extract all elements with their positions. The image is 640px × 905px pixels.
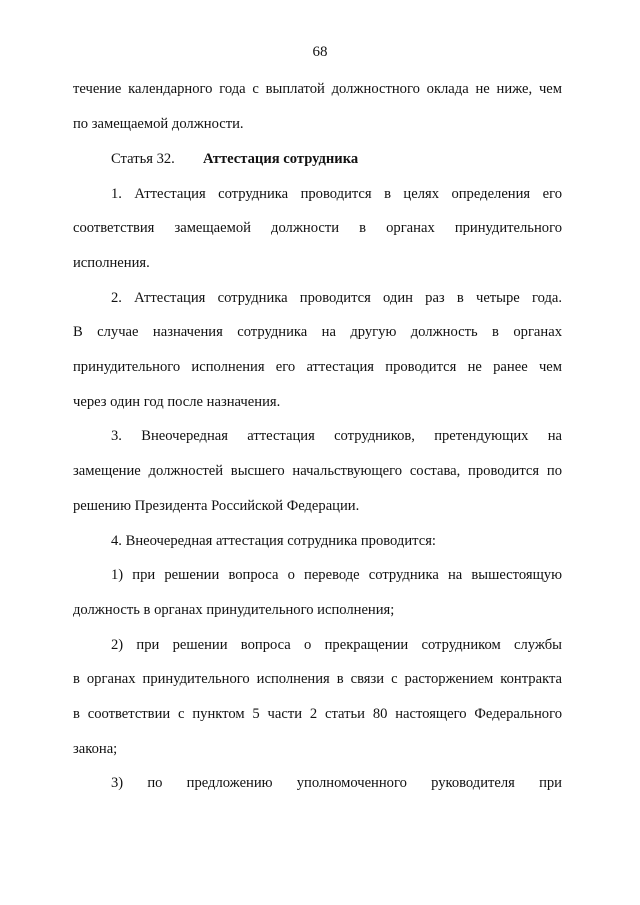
- page-number: 68: [312, 44, 328, 60]
- text-line: соответствия замещаемой должности в органах принудительного: [73, 220, 562, 236]
- text-line: течение календарного года с выплатой должностного оклада не ниже, чем: [73, 81, 562, 97]
- text-line: в органах принудительного исполнения в связи с расторжением контракта: [73, 671, 562, 687]
- text-line: исполнения.: [73, 255, 150, 271]
- text-line: через один год после назначения.: [73, 394, 281, 410]
- text-line: 4. Внеочередная аттестация сотрудника проводится:: [111, 533, 436, 549]
- text-line: замещение должностей высшего начальствующего состава, проводится по: [73, 463, 562, 479]
- text-line: 2) при решении вопроса о прекращении сотрудником службы: [111, 637, 562, 653]
- text-line: в соответствии с пунктом 5 части 2 статьи 80 настоящего Федерального: [73, 706, 562, 722]
- text-line: по замещаемой должности.: [73, 116, 244, 132]
- text-line: В случае назначения сотрудника на другую должность в органах: [73, 324, 562, 340]
- text-line: 3) по предложению уполномоченного руководителя при: [111, 775, 562, 791]
- article-title: Аттестация сотрудника: [203, 151, 359, 167]
- text-line: 1) при решении вопроса о переводе сотрудника на вышестоящую: [111, 567, 562, 583]
- text-line: 3. Внеочередная аттестация сотрудников, претендующих на: [111, 428, 562, 444]
- text-line: 1. Аттестация сотрудника проводится в целях определения его: [111, 186, 562, 202]
- text-line: принудительного исполнения его аттестация проводится не ранее чем: [73, 359, 562, 375]
- text-line: 2. Аттестация сотрудника проводится один раз в четыре года.: [111, 290, 562, 306]
- text-line: закона;: [73, 741, 118, 757]
- text-line: решению Президента Российской Федерации.: [73, 498, 360, 514]
- text-line: должность в органах принудительного исполнения;: [73, 602, 395, 618]
- article-label: Статья 32.: [111, 151, 175, 167]
